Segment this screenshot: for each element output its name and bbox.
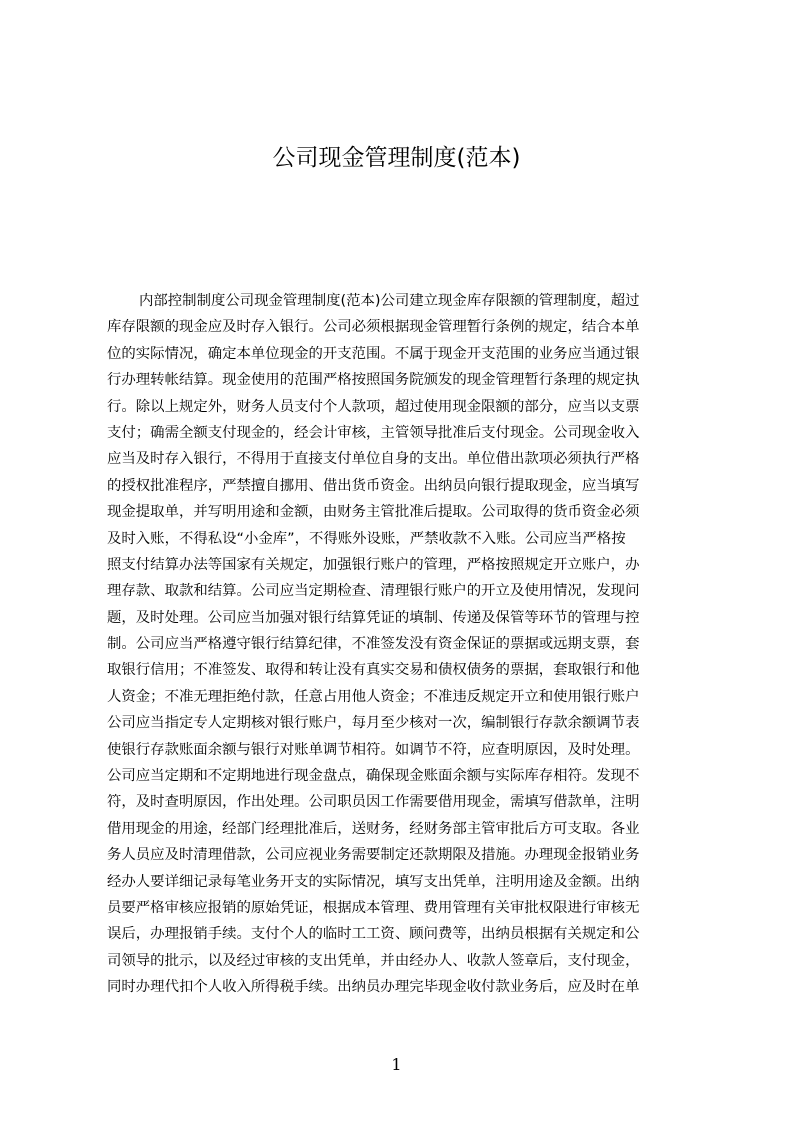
text-line: 库存限额的现金应及时存入银行。公司必须根据现金管理暂行条例的规定，结合本单 [107, 319, 640, 336]
text-line: 照支付结算办法等国家有关规定，加强银行账户的管理，严格按照规定开立账户，办 [107, 556, 640, 573]
text-line: 公司应当定期和不定期地进行现金盘点，确保现金账面余额与实际库存相符。发现不 [107, 768, 640, 785]
text-line: 公司应当指定专人定期核对银行账户，每月至少核对一次，编制银行存款余额调节表 [107, 715, 640, 732]
text-line: 现金提取单，并写明用途和金额，由财务主管批准后提取。公司取得的货币资金必须 [107, 504, 640, 521]
text-line: 人资金；不准无理拒绝付款，任意占用他人资金；不准违反规定开立和使用银行账户 [107, 688, 640, 705]
text-line: 制。公司应当严格遵守银行结算纪律，不准签发没有资金保证的票据或远期支票，套 [107, 636, 640, 653]
text-line: 行办理转帐结算。现金使用的范围严格按照国务院颁发的现金管理暂行条理的规定执 [107, 372, 640, 389]
text-line: 内部控制制度公司现金管理制度(范本)公司建立现金库存限额的管理制度，超过 [139, 293, 640, 309]
text-line: 应当及时存入银行，不得用于直接支付单位自身的支出。单位借出款项必须执行严格 [107, 451, 640, 468]
page-number: 1 [391, 1055, 402, 1074]
text-line: 取银行信用；不准签发、取得和转让没有真实交易和债权债务的票据，套取银行和他 [107, 662, 640, 679]
text-line: 符，及时查明原因，作出处理。公司职员因工作需要借用现金，需填写借款单，注明 [107, 794, 640, 811]
text-line: 司领导的批示，以及经过审核的支出凭单，并由经办人、收款人签章后，支付现金， [107, 952, 640, 969]
text-line: 借用现金的用途，经部门经理批准后，送财务，经财务部主管审批后方可支取。各业 [107, 820, 640, 837]
text-line: 误后，办理报销手续。支付个人的临时工工资、顾问费等，出纳员根据有关规定和公 [107, 926, 640, 943]
text-line: 及时入账，不得私设“小金库”，不得账外设账，严禁收款不入账。公司应当严格按 [107, 530, 626, 547]
text-line: 行。除以上规定外，财务人员支付个人款项，超过使用现金限额的部分，应当以支票 [107, 398, 640, 415]
text-line: 务人员应及时清理借款，公司应视业务需要制定还款期限及措施。办理现金报销业务 [107, 847, 640, 864]
text-line: 员要严格审核应报销的原始凭证，根据成本管理、费用管理有关审批权限进行审核无 [107, 899, 640, 916]
text-line: 的授权批准程序，严禁擅自挪用、借出货币资金。出纳员向银行提取现金，应当填写 [107, 477, 640, 494]
text-line: 经办人要详细记录每笔业务开支的实际情况，填写支出凭单，注明用途及金额。出纳 [107, 873, 640, 890]
text-line: 支付；确需全额支付现金的，经会计审核，主管领导批准后支付现金。公司现金收入 [107, 424, 640, 441]
text-line: 使银行存款账面余额与银行对账单调节相符。如调节不符，应查明原因，及时处理。 [107, 741, 640, 758]
text-line: 理存款、取款和结算。公司应当定期检查、清理银行账户的开立及使用情况，发现问 [107, 583, 640, 600]
document-title: 公司现金管理制度(范本) [272, 145, 521, 171]
text-line: 题，及时处理。公司应当加强对银行结算凭证的填制、传递及保管等环节的管理与控 [107, 609, 640, 626]
text-line: 位的实际情况，确定本单位现金的开支范围。不属于现金开支范围的业务应当通过银 [107, 345, 640, 362]
body-paragraph [107, 288, 697, 1001]
text-line: 同时办理代扣个人收入所得税手续。出纳员办理完毕现金收付款业务后，应及时在单 [107, 979, 640, 996]
